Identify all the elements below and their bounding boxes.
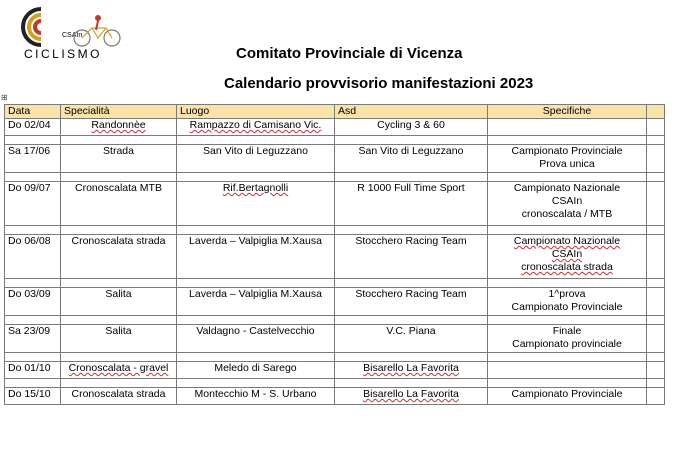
cell-data — [5, 182, 61, 226]
cell-data-text: Do 02/04 — [8, 119, 51, 131]
cell-specifiche-text: Campionato Provinciale Prova unica — [511, 145, 623, 170]
cell-asd-text: Stocchero Racing Team — [355, 235, 467, 247]
spacer-cell — [177, 316, 335, 325]
table-row — [5, 288, 665, 316]
spacer-cell — [488, 353, 647, 362]
cell-asd-text: V.C. Piana — [386, 325, 436, 337]
cell-specialita-text: Cronoscalata - gravel — [68, 362, 169, 374]
header-data: Data — [5, 105, 61, 119]
cell-extra — [647, 235, 665, 279]
table-row — [5, 362, 665, 379]
spacer-row — [5, 226, 665, 235]
header-luogo: Luogo — [177, 105, 335, 119]
spacer-row — [5, 173, 665, 182]
cell-specifiche — [488, 388, 647, 405]
spacer-cell — [335, 316, 488, 325]
cell-luogo-text: Montecchio M - S. Urbano — [194, 388, 317, 400]
cell-specifiche-text: Campionato Provinciale — [511, 388, 623, 400]
header-specialita: Specialità — [61, 105, 177, 119]
cell-specifiche-text: Campionato Nazionale CSAIn cronoscalata / MTB — [513, 182, 621, 220]
spacer-cell — [61, 173, 177, 182]
cell-luogo — [177, 182, 335, 226]
cell-specialita — [61, 388, 177, 405]
cell-specialita — [61, 362, 177, 379]
cell-data-text: Do 03/09 — [8, 288, 51, 300]
cell-specialita-text: Salita — [105, 325, 132, 337]
cell-specifiche — [488, 119, 647, 136]
spacer-cell — [177, 353, 335, 362]
table-row — [5, 119, 665, 136]
cell-luogo-text: San Vito di Leguzzano — [203, 145, 308, 157]
cell-asd — [335, 235, 488, 279]
cell-asd-text: Cycling 3 & 60 — [377, 119, 445, 131]
spacer-cell — [488, 279, 647, 288]
cell-asd — [335, 388, 488, 405]
cell-luogo — [177, 362, 335, 379]
cell-luogo — [177, 145, 335, 173]
spacer-cell — [647, 136, 665, 145]
cell-specifiche — [488, 288, 647, 316]
cell-luogo-text: Laverda – Valpiglia M.Xausa — [189, 288, 322, 300]
cell-specifiche — [488, 182, 647, 226]
spacer-cell — [647, 379, 665, 388]
document-subtitle: Calendario provvisorio manifestazioni 2023 — [224, 75, 534, 92]
spacer-cell — [5, 136, 61, 145]
header-specifiche: Specifiche — [488, 105, 647, 119]
table-row — [5, 145, 665, 173]
spacer-cell — [335, 353, 488, 362]
cell-data-text: Do 06/08 — [8, 235, 51, 247]
spacer-cell — [335, 136, 488, 145]
cell-asd-text: Bisarello La Favorita — [363, 388, 459, 400]
cell-luogo — [177, 288, 335, 316]
spacer-cell — [5, 226, 61, 235]
cell-specialita — [61, 325, 177, 353]
cell-specialita-text: Cronoscalata strada — [71, 235, 166, 247]
document-title: Comitato Provinciale di Vicenza — [236, 45, 463, 62]
cell-data — [5, 362, 61, 379]
cell-data — [5, 145, 61, 173]
cell-luogo-text: Rif.Bertagnolli — [222, 182, 289, 194]
cell-specifiche — [488, 235, 647, 279]
cell-asd — [335, 325, 488, 353]
cell-luogo-text: Laverda – Valpiglia M.Xausa — [189, 235, 322, 247]
spacer-cell — [647, 316, 665, 325]
cell-asd-text: R 1000 Full Time Sport — [357, 182, 465, 194]
cell-specifiche-text: Finale Campionato provinciale — [512, 325, 622, 350]
cell-extra — [647, 362, 665, 379]
cell-luogo — [177, 235, 335, 279]
spacer-cell — [61, 279, 177, 288]
spacer-cell — [61, 226, 177, 235]
spacer-cell — [61, 379, 177, 388]
cell-data-text: Sa 23/09 — [8, 325, 51, 337]
spacer-cell — [5, 173, 61, 182]
cell-specifiche — [488, 362, 647, 379]
cell-data-text: Do 15/10 — [8, 388, 51, 400]
spacer-cell — [5, 353, 61, 362]
cell-asd — [335, 288, 488, 316]
cell-luogo-text: Meledo di Sarego — [214, 362, 297, 374]
cell-asd — [335, 145, 488, 173]
cell-specialita — [61, 145, 177, 173]
spacer-cell — [61, 353, 177, 362]
cell-luogo — [177, 119, 335, 136]
cell-asd — [335, 119, 488, 136]
spacer-cell — [335, 173, 488, 182]
spacer-cell — [61, 316, 177, 325]
cell-specialita-text: Cronoscalata MTB — [75, 182, 162, 194]
cell-asd-text: Stocchero Racing Team — [355, 288, 467, 300]
spacer-cell — [647, 279, 665, 288]
table-row — [5, 388, 665, 405]
spacer-cell — [61, 136, 177, 145]
cell-specialita-text: Strada — [103, 145, 134, 157]
cell-specialita — [61, 182, 177, 226]
cell-specialita-text: Randonnèe — [91, 119, 146, 131]
spacer-row — [5, 316, 665, 325]
spacer-cell — [177, 136, 335, 145]
cell-extra — [647, 325, 665, 353]
table-row — [5, 182, 665, 226]
cell-specifiche — [488, 325, 647, 353]
spacer-cell — [5, 279, 61, 288]
cell-extra — [647, 145, 665, 173]
spacer-cell — [647, 353, 665, 362]
cell-luogo-text: Rampazzo di Camisano Vic. — [189, 119, 322, 131]
cell-asd-text: Bisarello La Favorita — [363, 362, 459, 374]
table-row — [5, 325, 665, 353]
cell-luogo-text: Valdagno - Castelvecchio — [196, 325, 315, 337]
cell-specifiche — [488, 145, 647, 173]
spacer-cell — [488, 173, 647, 182]
spacer-cell — [177, 279, 335, 288]
spacer-cell — [488, 136, 647, 145]
cell-data-text: Sa 17/06 — [8, 145, 51, 157]
spacer-cell — [177, 226, 335, 235]
table-header-row — [5, 105, 665, 119]
spacer-row — [5, 353, 665, 362]
spacer-cell — [488, 226, 647, 235]
cell-data — [5, 325, 61, 353]
spacer-cell — [5, 316, 61, 325]
cell-asd — [335, 182, 488, 226]
cell-specialita-text: Cronoscalata strada — [71, 388, 166, 400]
header-extra — [647, 105, 665, 119]
cell-specifiche-text: Campionato Nazionale CSAIn cronoscalata strada — [513, 235, 621, 273]
cell-extra — [647, 119, 665, 136]
spacer-cell — [335, 279, 488, 288]
spacer-row — [5, 279, 665, 288]
cell-asd-text: San Vito di Leguzzano — [358, 145, 464, 157]
spacer-cell — [335, 379, 488, 388]
cell-specialita — [61, 288, 177, 316]
cell-luogo — [177, 325, 335, 353]
cell-extra — [647, 288, 665, 316]
cell-specialita-text: Salita — [105, 288, 132, 300]
logo-badge: CSAIn — [62, 32, 83, 39]
spacer-cell — [335, 226, 488, 235]
events-table — [4, 104, 665, 405]
cell-data — [5, 119, 61, 136]
spacer-cell — [177, 379, 335, 388]
spacer-cell — [177, 173, 335, 182]
cell-specifiche-text: 1^prova Campionato Provinciale — [511, 288, 623, 313]
cell-data-text: Do 01/10 — [8, 362, 51, 374]
cell-data — [5, 388, 61, 405]
cell-data — [5, 288, 61, 316]
cell-specialita — [61, 235, 177, 279]
table-move-handle-icon[interactable]: ⊞ — [1, 93, 8, 102]
spacer-row — [5, 379, 665, 388]
spacer-row — [5, 136, 665, 145]
cell-data — [5, 235, 61, 279]
table-row — [5, 235, 665, 279]
spacer-cell — [647, 173, 665, 182]
cell-specialita — [61, 119, 177, 136]
spacer-cell — [5, 379, 61, 388]
cell-data-text: Do 09/07 — [8, 182, 51, 194]
spacer-cell — [647, 226, 665, 235]
spacer-cell — [488, 316, 647, 325]
cell-luogo — [177, 388, 335, 405]
cell-extra — [647, 182, 665, 226]
logo-text: CICLISMO — [24, 47, 103, 61]
cell-extra — [647, 388, 665, 405]
cell-asd — [335, 362, 488, 379]
header-asd: Asd — [335, 105, 488, 119]
spacer-cell — [488, 379, 647, 388]
